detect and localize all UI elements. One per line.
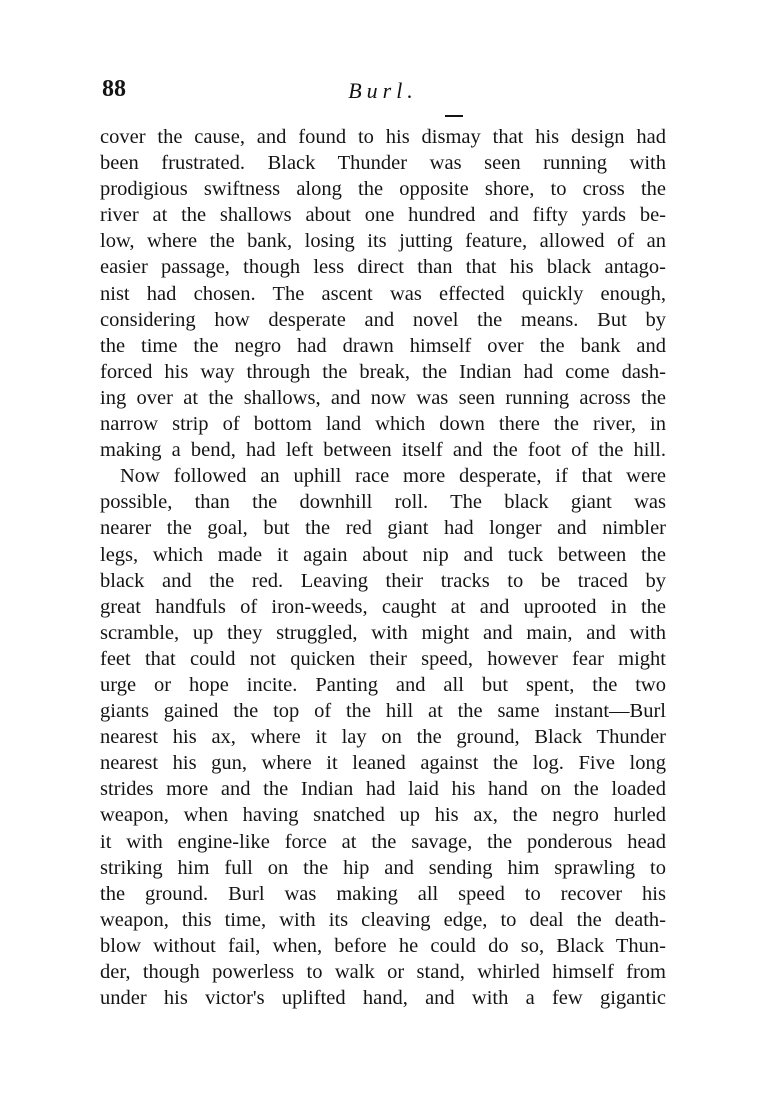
text-line: striking him full on the hip and sending him sprawling to <box>100 856 666 879</box>
text-line: great handfuls of iron-weeds, caught at and uprooted in the <box>100 595 666 618</box>
text-line: blow without fail, when, before he could do so, Black Thun- <box>100 934 666 957</box>
text-line: making a bend, had left between itself and the foot of the hill. <box>100 439 666 462</box>
text-line: it with engine-like force at the savage, the ponderous head <box>100 830 666 853</box>
text-line: considering how desperate and novel the means. But by <box>100 308 666 331</box>
text-line: strides more and the Indian had laid his hand on the loaded <box>100 778 666 801</box>
text-line: black and the red. Leaving their tracks to be traced by <box>100 569 666 592</box>
text-line: nearer the goal, but the red giant had longer and nimbler <box>100 517 666 540</box>
text-line: ing over at the shallows, and now was seen running across the <box>100 386 666 409</box>
text-line: the ground. Burl was making all speed to recover his <box>100 882 666 905</box>
text-line: under his victor's uplifted hand, and with a few gigantic <box>100 987 666 1010</box>
text-line: urge or hope incite. Panting and all but spent, the two <box>100 673 666 696</box>
text-line: nearest his gun, where it leaned against the log. Five long <box>100 752 666 775</box>
text-line: giants gained the top of the hill at the same instant—Burl <box>100 700 666 723</box>
text-line: cover the cause, and found to his dismay that his design had <box>100 126 666 148</box>
page-header <box>100 72 666 112</box>
page-number: 88 <box>102 76 126 102</box>
running-head: Burl. <box>348 78 418 103</box>
text-line: weapon, when having snatched up his ax, the negro hurled <box>100 804 666 827</box>
text-line: forced his way through the break, the Indian had come dash- <box>100 360 666 383</box>
text-line: der, though powerless to walk or stand, whirled himself from <box>100 961 666 983</box>
text-line: weapon, this time, with its cleaving edge, to deal the death- <box>100 908 666 931</box>
text-line: been frustrated. Black Thunder was seen running with <box>100 152 666 175</box>
text-line: feet that could not quicken their speed, however fear might <box>100 647 666 670</box>
body-text <box>100 124 666 1011</box>
text-line: nearest his ax, where it lay on the ground, Black Thunder <box>100 726 666 749</box>
text-line: scramble, up they struggled, with might and main, and with <box>100 621 666 644</box>
text-line: the time the negro had drawn himself over the bank and <box>100 334 666 357</box>
text-line: river at the shallows about one hundred and fifty yards be- <box>100 204 666 227</box>
text-line: possible, than the downhill roll. The black giant was <box>100 491 666 514</box>
text-line: low, where the bank, losing its jutting feature, allowed of an <box>100 230 666 253</box>
text-line: narrow strip of bottom land which down there the river, in <box>100 413 666 436</box>
text-line: Now followed an uphill race more desperate, if that were <box>120 465 666 488</box>
text-line: easier passage, though less direct than that his black antago- <box>100 256 666 279</box>
text-line: nist had chosen. The ascent was effected quickly enough, <box>100 282 666 305</box>
text-line: prodigious swiftness along the opposite shore, to cross the <box>100 178 666 201</box>
header-rule <box>445 115 463 117</box>
text-line: legs, which made it again about nip and tuck between the <box>100 543 666 566</box>
